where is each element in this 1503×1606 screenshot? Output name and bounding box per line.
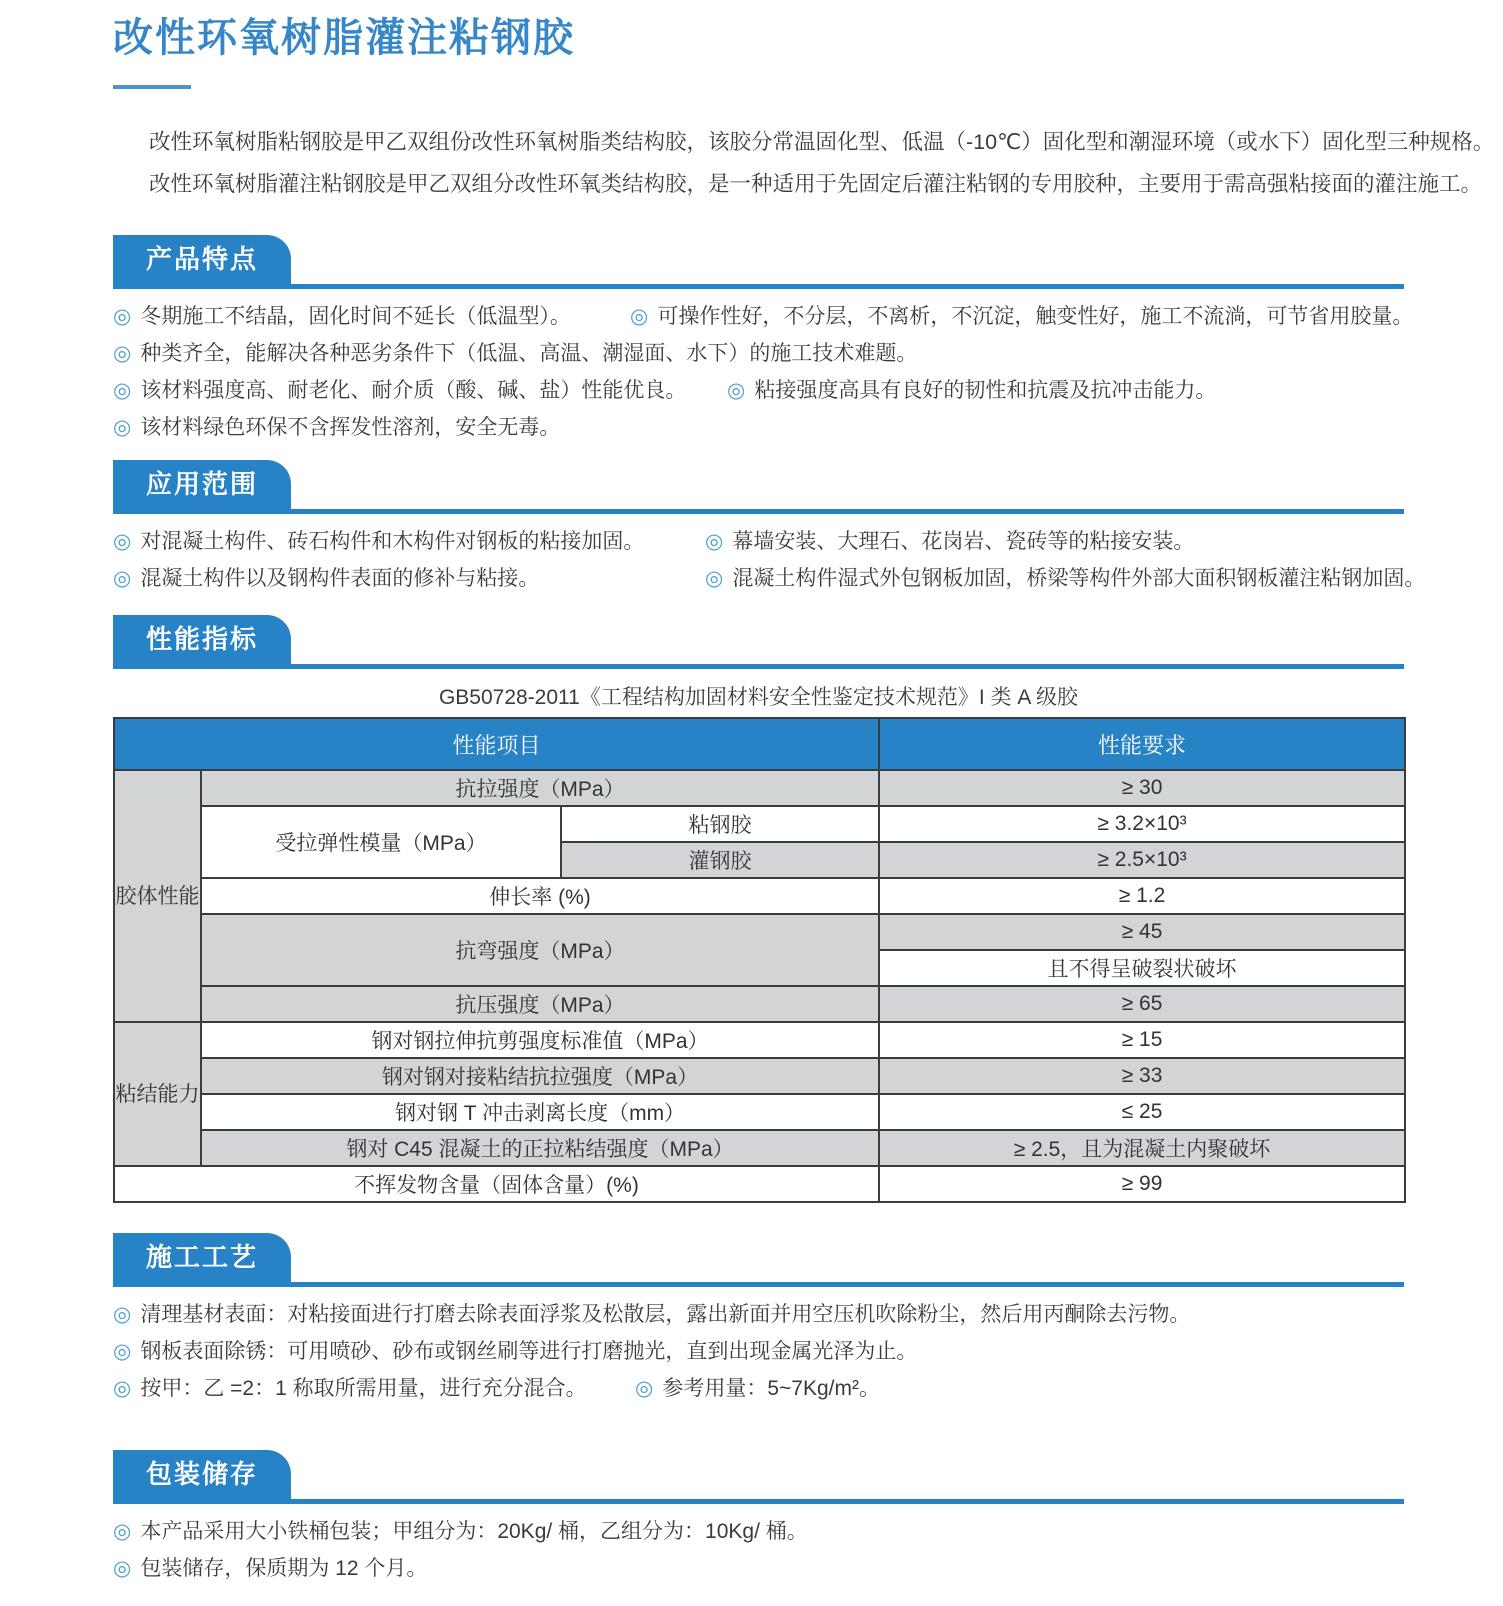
bullet-text: 该材料绿色环保不含挥发性溶剂，安全无毒。: [140, 416, 561, 439]
bullet-icon: ◎: [113, 1557, 132, 1580]
section-rule: [113, 664, 1404, 669]
table-row: [114, 1166, 1405, 1202]
bullet-item: [113, 1340, 917, 1363]
section-tab: 性能指标: [113, 615, 291, 664]
title-underline: [113, 85, 191, 89]
table-row: [114, 806, 1405, 842]
bullet-icon: ◎: [705, 530, 724, 553]
table-row: [114, 986, 1405, 1022]
performance-table: [113, 717, 1406, 1203]
bullet-item: [635, 1370, 880, 1407]
list-item: [113, 1370, 1404, 1407]
bullet-icon: ◎: [705, 567, 724, 590]
applications-list: [113, 523, 1426, 597]
process-list: [113, 1296, 1404, 1407]
list-item: [113, 560, 1426, 597]
table-header-row: [114, 718, 1405, 770]
bullet-text: 幕墙安装、大理石、花岗岩、瓷砖等的粘接安装。: [732, 530, 1195, 553]
bullet-item: [113, 305, 571, 328]
table-cell: 不挥发物含量（固体含量）(%): [114, 1166, 879, 1202]
table-cell: ≥ 2.5×10³: [879, 842, 1405, 878]
table-cell: 钢对钢对接粘结抗拉强度（MPa）: [201, 1058, 879, 1094]
section-tab: 施工工艺: [113, 1233, 291, 1282]
bullet-text: 可操作性好，不分层，不离析，不沉淀，触变性好，施工不流淌，可节省用胶量。: [657, 305, 1414, 328]
table-row: [114, 770, 1405, 806]
bullet-icon: ◎: [113, 1377, 132, 1400]
section-rule: [113, 509, 1404, 514]
bullet-text: 清理基材表面：对粘接面进行打磨去除表面浮浆及松散层，露出新面并用空压机吹除粉尘，然后用丙酮除去污物。: [140, 1303, 1191, 1326]
group-cell-colloid: 胶体性能: [114, 770, 201, 1022]
bullet-text: 对混凝土构件、砖石构件和木构件对钢板的粘接加固。: [140, 530, 645, 553]
document-page: [0, 6, 1503, 1587]
bullet-item: [113, 1557, 427, 1580]
table-cell: 且不得呈破裂状破坏: [879, 950, 1405, 986]
bullet-icon: ◎: [113, 1340, 132, 1363]
bullet-item: [113, 1520, 808, 1543]
table-row: [114, 914, 1405, 950]
intro-line: 改性环氧树脂粘钢胶是甲乙双组份改性环氧树脂类结构胶，该胶分常温固化型、低温（-10℃）固化型和潮湿环境（或水下）固化型三种规格。: [149, 130, 1495, 154]
section-rule: [113, 1499, 1404, 1504]
table-cell: 抗压强度（MPa）: [201, 986, 879, 1022]
bullet-item: [113, 416, 560, 439]
bullet-icon: ◎: [113, 567, 132, 590]
bullet-icon: ◎: [113, 342, 132, 365]
bullet-text: 该材料强度高、耐老化、耐介质（酸、碱、盐）性能优良。: [140, 379, 687, 402]
bullet-icon: ◎: [113, 1520, 132, 1543]
bullet-icon: ◎: [113, 379, 132, 402]
bullet-item: [727, 372, 1216, 409]
page-title: 改性环氧树脂灌注粘钢胶: [113, 16, 575, 60]
bullet-item: [630, 298, 1413, 335]
table-row: [114, 878, 1405, 914]
table-cell: ≥ 33: [879, 1058, 1405, 1094]
bullet-icon: ◎: [635, 1377, 654, 1400]
header-cell-item: 性能项目: [114, 718, 879, 770]
bullet-text: 包装储存，保质期为 12 个月。: [140, 1557, 428, 1580]
bullet-icon: ◎: [630, 305, 649, 328]
features-list: [113, 298, 1414, 446]
table-row: [114, 1022, 1405, 1058]
bullet-text: 混凝土构件湿式外包钢板加固，桥梁等构件外部大面积钢板灌注粘钢加固。: [732, 567, 1426, 590]
table-cell: 粘钢胶: [561, 806, 879, 842]
table-cell: 灌钢胶: [561, 842, 879, 878]
intro-paragraphs: [113, 121, 1495, 205]
list-item: [113, 372, 1404, 409]
table-cell: ≥ 15: [879, 1022, 1405, 1058]
table-cell: ≤ 25: [879, 1094, 1405, 1130]
bullet-text: 冬期施工不结晶，固化时间不延长（低温型）。: [140, 305, 571, 328]
bullet-text: 种类齐全，能解决各种恶劣条件下（低温、高温、潮湿面、水下）的施工技术难题。: [140, 342, 918, 365]
list-item: [113, 298, 1414, 335]
table-cell: 抗弯强度（MPa）: [201, 914, 879, 986]
list-item: [113, 1333, 1404, 1370]
section-heading-features: [113, 235, 1404, 289]
bullet-text: 按甲：乙 =2：1 称取所需用量，进行充分混合。: [140, 1377, 587, 1400]
header-cell-requirement: 性能要求: [879, 718, 1405, 770]
bullet-item: [113, 567, 539, 590]
bullet-item: [113, 379, 686, 402]
section-heading-packaging: [113, 1450, 1404, 1504]
table-cell: 钢对钢拉伸抗剪强度标准值（MPa）: [201, 1022, 879, 1058]
table-row: [114, 1094, 1405, 1130]
bullet-icon: ◎: [727, 379, 746, 402]
table-cell: ≥ 99: [879, 1166, 1405, 1202]
bullet-item: [113, 342, 917, 365]
section-rule: [113, 284, 1404, 289]
section-tab: 包装储存: [113, 1450, 291, 1499]
table-cell: ≥ 45: [879, 914, 1405, 950]
table-cell: 受拉弹性模量（MPa）: [201, 806, 561, 878]
intro-line: 改性环氧树脂灌注粘钢胶是甲乙双组分改性环氧类结构胶，是一种适用于先固定后灌注粘钢的专用胶种，主要用于需高强粘接面的灌注施工。: [149, 172, 1483, 196]
table-cell: 钢对 C45 混凝土的正拉粘结强度（MPa）: [201, 1130, 879, 1166]
list-item: [113, 335, 1404, 372]
section-tab: 应用范围: [113, 460, 291, 509]
list-item: [113, 523, 1404, 560]
section-heading-performance: [113, 615, 1404, 669]
bullet-text: 粘接强度高具有良好的韧性和抗震及抗冲击能力。: [754, 379, 1217, 402]
bullet-text: 钢板表面除锈：可用喷砂、砂布或钢丝刷等进行打磨抛光，直到出现金属光泽为止。: [140, 1340, 918, 1363]
section-rule: [113, 1282, 1404, 1287]
table-cell: 抗拉强度（MPa）: [201, 770, 879, 806]
table-cell: ≥ 3.2×10³: [879, 806, 1405, 842]
bullet-item: [705, 523, 1194, 560]
table-cell: ≥ 30: [879, 770, 1405, 806]
table-row: [114, 1130, 1405, 1166]
bullet-icon: ◎: [113, 530, 132, 553]
bullet-text: 参考用量：5~7Kg/m²。: [662, 1377, 880, 1400]
list-item: [113, 1513, 1404, 1550]
list-item: [113, 409, 1404, 446]
table-cell: ≥ 65: [879, 986, 1405, 1022]
bullet-text: 本产品采用大小铁桶包装；甲组分为：20Kg/ 桶，乙组分为：10Kg/ 桶。: [140, 1520, 808, 1543]
bullet-text: 混凝土构件以及钢构件表面的修补与粘接。: [140, 567, 540, 590]
bullet-icon: ◎: [113, 305, 132, 328]
bullet-icon: ◎: [113, 416, 132, 439]
packaging-list: [113, 1513, 1404, 1587]
table-cell: ≥ 2.5，且为混凝土内聚破坏: [879, 1130, 1405, 1166]
table-row: [114, 1058, 1405, 1094]
list-item: [113, 1296, 1404, 1333]
table-cell: ≥ 1.2: [879, 878, 1405, 914]
section-heading-process: [113, 1233, 1404, 1287]
bullet-icon: ◎: [113, 1303, 132, 1326]
table-cell: 钢对钢 T 冲击剥离长度（mm）: [201, 1094, 879, 1130]
list-item: [113, 1550, 1404, 1587]
bullet-item: [113, 1303, 1190, 1326]
table-cell: 伸长率 (%): [201, 878, 879, 914]
table-caption: GB50728-2011《工程结构加固材料安全性鉴定技术规范》I 类 A 级胶: [438, 686, 1079, 709]
section-tab: 产品特点: [113, 235, 291, 284]
section-heading-applications: [113, 460, 1404, 514]
bullet-item: [113, 530, 644, 553]
group-cell-bonding: 粘结能力: [114, 1022, 201, 1166]
bullet-item: [705, 560, 1425, 597]
bullet-item: [113, 1377, 587, 1400]
